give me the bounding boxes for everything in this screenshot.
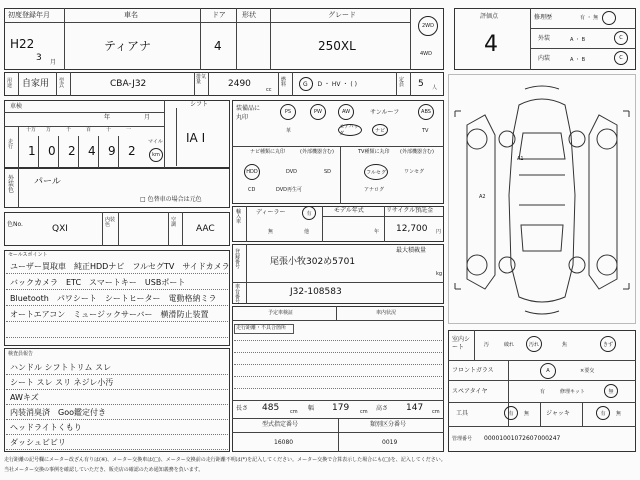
repair-no-circle bbox=[602, 11, 616, 25]
mileage-digit-label: 十 bbox=[106, 127, 112, 133]
fuel-label: 燃料 bbox=[281, 77, 287, 88]
model-year-value: 年 bbox=[374, 229, 380, 235]
note-line: AWキズ bbox=[10, 393, 39, 402]
pw-label: PW bbox=[314, 109, 322, 115]
tv-label: TV bbox=[422, 128, 429, 134]
mileage-cell-divider bbox=[78, 136, 79, 168]
seat-opt-4: 焦 bbox=[562, 342, 568, 348]
aircon-label: 空調 bbox=[171, 217, 177, 228]
type-no: 16080 bbox=[274, 439, 294, 446]
ruled-line bbox=[6, 404, 228, 405]
type-no-label: 型式指定番号 bbox=[262, 421, 299, 428]
ruled-line bbox=[6, 305, 228, 306]
note-line: シート スレ スリ ネジレ小汚 bbox=[10, 378, 114, 387]
spare-no-circle bbox=[604, 384, 618, 398]
diagram-mark-1: A1 bbox=[517, 156, 524, 162]
exterior-options: A ・ B bbox=[570, 37, 586, 43]
import-label: 輸入車 bbox=[236, 209, 242, 225]
sales-points-label: セールスポイント bbox=[8, 252, 48, 258]
fullseg-label: フルセグ bbox=[366, 169, 386, 176]
reg-year: H22 bbox=[10, 37, 35, 51]
note-line: 内装消臭済 Goo鑑定付き bbox=[10, 408, 106, 417]
inspector-notes-label: 検査員報告 bbox=[8, 351, 34, 357]
glass-a-circle bbox=[540, 363, 556, 379]
reserve-label: 予定車検証 bbox=[268, 310, 294, 316]
score-label: 評価点 bbox=[480, 13, 499, 20]
spare-yes: 有 bbox=[540, 389, 546, 395]
height-label: 高さ bbox=[376, 405, 389, 412]
tools-label: 工具 bbox=[456, 410, 469, 417]
mileage-digit: 9 bbox=[108, 144, 116, 158]
seat-opt-3: 汚れ bbox=[528, 341, 539, 348]
width-label: 幅 bbox=[308, 405, 315, 412]
mile-label: マイル bbox=[148, 139, 163, 145]
tools-yes-circle bbox=[504, 406, 518, 420]
ruled-line bbox=[6, 449, 228, 450]
tv-type-label: TV種類に丸印 bbox=[358, 149, 390, 155]
shift-value: IA I bbox=[186, 131, 206, 145]
mileage-cell-divider bbox=[38, 136, 39, 168]
dealer-yes-circle bbox=[302, 206, 316, 220]
abs-label: ABS bbox=[421, 109, 431, 115]
ruled-line bbox=[234, 340, 442, 341]
ruled-line bbox=[6, 419, 228, 420]
doors: 4 bbox=[214, 39, 222, 53]
jack-label: ジャッキ bbox=[546, 410, 570, 417]
interior-grade: C bbox=[619, 55, 623, 61]
ps-icon bbox=[280, 104, 296, 120]
car-name: ティアナ bbox=[104, 39, 152, 53]
navi-type-label: ナビ種類に丸印 bbox=[250, 149, 286, 155]
max-load-unit: kg bbox=[436, 271, 443, 277]
reg-month: 3 bbox=[36, 53, 42, 63]
width-unit: cm bbox=[360, 409, 368, 415]
capacity: 5 bbox=[418, 79, 424, 89]
inspection-year: 年 bbox=[104, 114, 111, 121]
seat-scratch-circle bbox=[600, 336, 616, 352]
note-line: ハンドル シフトトリム スレ bbox=[10, 363, 112, 372]
interior-options: A ・ B bbox=[570, 57, 586, 63]
displacement-label: 排気量 bbox=[196, 74, 207, 85]
oneseg-label: ワンセグ bbox=[404, 169, 425, 175]
mileage-digit: 1 bbox=[28, 144, 36, 158]
chassis-label: 車台番号 bbox=[235, 284, 241, 305]
recycle-unit: 円 bbox=[436, 229, 442, 235]
dvd-label: DVD bbox=[286, 169, 298, 175]
airbag-label: エアバッグ bbox=[339, 124, 359, 137]
mileage-cell-divider bbox=[58, 136, 59, 168]
ruled-line bbox=[6, 434, 228, 435]
pw-icon bbox=[310, 104, 326, 120]
cc-unit: cc bbox=[266, 87, 272, 93]
hdd-circle bbox=[244, 164, 260, 180]
seat-label: 室内シート bbox=[452, 336, 471, 351]
navi-type-sub: (外部機器含む) bbox=[300, 149, 334, 155]
recycle-label: リサイクル預託金 bbox=[386, 207, 434, 214]
colorno-label: 色No. bbox=[7, 221, 23, 228]
mileage-label: 走行 bbox=[8, 139, 14, 150]
mileage-digit-label: 一 bbox=[126, 127, 132, 133]
equipment-label-b: 丸印 bbox=[236, 114, 249, 121]
jack-yes: 有 bbox=[600, 410, 606, 417]
sunroof-label: サンルーフ bbox=[370, 109, 400, 116]
leather-label: 革 bbox=[286, 128, 292, 134]
abs-icon bbox=[418, 104, 434, 120]
2wd-circle bbox=[418, 16, 438, 36]
use-label: 用途 bbox=[7, 78, 13, 89]
spare-kit: 修理キット bbox=[560, 389, 585, 395]
model: CBA-J32 bbox=[110, 79, 147, 89]
mileage-digit: 2 bbox=[68, 144, 76, 158]
capacity-label: 定員 bbox=[399, 77, 405, 88]
interior-label: 内装 bbox=[538, 55, 551, 62]
dealer-label: ディーラー bbox=[256, 209, 286, 216]
model-year-label: モデル年式 bbox=[334, 207, 364, 214]
length-unit: cm bbox=[290, 409, 298, 415]
interior-color-label: 内装色 bbox=[105, 217, 116, 228]
footer-line-1: 走行距離の記号欄にメーター改ざん有りは(※)、メーター交換車は(□)、メーター交換前の走行距離不明は(*)を記入してください。メーター交換で合算表示した場合にも(□)を、記入してください。 bbox=[4, 457, 446, 463]
seat-dirt-circle bbox=[526, 336, 542, 352]
cd-label: CD bbox=[248, 187, 256, 193]
class-no-label: 類別区分番号 bbox=[370, 421, 407, 428]
doors-label: ドア bbox=[212, 11, 226, 19]
hdd-label: HDD bbox=[246, 169, 258, 175]
ruled-line bbox=[6, 389, 228, 390]
mileage-digit-label: 十万 bbox=[26, 127, 37, 133]
shift-label: シフト bbox=[190, 101, 209, 108]
meter-label: 走行距離・不具合箇所 bbox=[236, 325, 287, 331]
color-value: パール bbox=[34, 177, 61, 187]
max-load-label: 最大積載量 bbox=[396, 247, 427, 254]
ruled-line bbox=[6, 289, 228, 290]
reg-year-label: 初度登録年月 bbox=[8, 11, 50, 19]
ruled-line bbox=[6, 321, 228, 322]
ps-label: PS bbox=[284, 109, 292, 115]
use-value: 自家用 bbox=[22, 79, 50, 89]
seat-opt-2: 破れ bbox=[504, 342, 515, 348]
exterior-grade-circle bbox=[614, 31, 628, 45]
inspection-label: 車検 bbox=[10, 103, 23, 110]
exterior-grade: C bbox=[619, 35, 623, 41]
mileage-digit: 4 bbox=[88, 144, 96, 158]
note-line: Bluetooth パワシート シートヒーター 電動格納ミラ bbox=[10, 294, 217, 303]
2wd-label: 2WD bbox=[422, 23, 434, 29]
seat-opt-1: 汚 bbox=[484, 342, 490, 348]
equipment-label-a: 装備品に bbox=[236, 105, 261, 112]
ruled-line bbox=[6, 374, 228, 375]
recycle-value: 12,700 bbox=[396, 224, 428, 234]
colorno-value: QXI bbox=[52, 224, 68, 234]
reg-no: 尾張小牧302め5701 bbox=[270, 257, 356, 267]
exterior-label: 外装 bbox=[538, 35, 551, 42]
aw-label: AW bbox=[341, 109, 351, 115]
note-line: ダッシュビビリ bbox=[10, 438, 66, 447]
tools-no: 無 bbox=[524, 411, 530, 417]
glass-label: フロントガラス bbox=[452, 367, 494, 374]
grade: 250XL bbox=[318, 39, 356, 53]
seat-opt-5: きず bbox=[602, 341, 613, 348]
ruled-line bbox=[234, 364, 442, 365]
dvd-play-label: DVD再生可 bbox=[276, 187, 303, 193]
manage-label: 管理番号 bbox=[452, 436, 473, 442]
jack-yes-circle bbox=[596, 406, 610, 420]
km-label: km bbox=[152, 152, 160, 158]
color-note: □ 色替車の場合は元色 bbox=[140, 196, 202, 203]
mileage-cell-divider bbox=[98, 136, 99, 168]
mileage-cell-divider bbox=[118, 136, 119, 168]
repair-options: 有 ・ 無 bbox=[580, 15, 599, 21]
ruled-line bbox=[234, 352, 442, 353]
km-circle bbox=[149, 148, 163, 162]
fullseg-circle bbox=[364, 164, 388, 180]
grade-label: グレード bbox=[328, 11, 356, 19]
tools-yes: 有 bbox=[508, 410, 514, 417]
height-unit: cm bbox=[432, 409, 440, 415]
class-no: 0019 bbox=[382, 439, 398, 446]
note-line: ヘッドライトくもり bbox=[10, 423, 82, 432]
displacement: 2490 bbox=[228, 79, 251, 89]
navi-circle bbox=[372, 124, 388, 136]
mileage-digit-label: 百 bbox=[86, 127, 92, 133]
navi-label: ナビ bbox=[374, 127, 385, 134]
ruled-line bbox=[234, 376, 442, 377]
footer-line-2: 当社メーター交換の事例を確認していただき、販売店の確認のため通知義務を負います。 bbox=[4, 467, 204, 473]
capacity-unit: 人 bbox=[432, 85, 438, 91]
car-diagram-box bbox=[448, 74, 636, 324]
glass-a: A bbox=[546, 368, 550, 374]
length-label: 長さ bbox=[236, 405, 249, 412]
dealer-yes: 有 bbox=[306, 210, 312, 217]
note-line: オートエアコン ミュージックサーバー 横滑防止装置 bbox=[10, 310, 209, 319]
chassis: J32-108583 bbox=[290, 287, 342, 297]
sd-label: SD bbox=[324, 169, 332, 175]
fuel-options: G ・ D ・ HV ・ ( ) bbox=[303, 81, 357, 88]
shape-label: 形状 bbox=[242, 11, 256, 19]
ruled-line bbox=[6, 337, 228, 338]
ruled-line bbox=[234, 388, 442, 389]
glass-replace: ×要交 bbox=[580, 368, 595, 374]
mileage-digit-label: 千 bbox=[66, 127, 72, 133]
mileage-digit: 2 bbox=[128, 144, 136, 158]
aw-icon bbox=[338, 104, 354, 120]
spare-label: スペアタイヤ bbox=[452, 388, 488, 395]
dealer-other: 他 bbox=[304, 229, 310, 235]
car-name-label: 車名 bbox=[124, 11, 138, 19]
spare-no: 無 bbox=[608, 388, 614, 395]
airbag-circle bbox=[338, 124, 362, 136]
color-label: 外装色 bbox=[8, 175, 15, 194]
reg-month-unit: 月 bbox=[50, 59, 57, 66]
mileage-digit: 0 bbox=[48, 144, 56, 158]
car-diagram-icon bbox=[449, 75, 635, 323]
mileage-digit-label: 万 bbox=[46, 127, 52, 133]
interior-grade-circle bbox=[614, 51, 628, 65]
4wd-label: 4WD bbox=[420, 51, 432, 57]
note-line: ユーザー買取車 純正HDDナビ フルセグTV サイドカメラ bbox=[10, 262, 230, 271]
manage-no: 00001001072607000247 bbox=[484, 435, 561, 442]
model-label: 型式 bbox=[59, 78, 65, 89]
dealer-no: 無 bbox=[268, 229, 274, 235]
tv-type-sub: (外部機器含む) bbox=[400, 149, 434, 155]
repair-label: 修理歴 bbox=[534, 14, 553, 21]
analog-label: アナログ bbox=[364, 187, 385, 193]
inspection-month: 月 bbox=[144, 114, 151, 121]
diagram-mark-2: A2 bbox=[479, 194, 486, 200]
height: 147 bbox=[406, 403, 424, 413]
score-value: 4 bbox=[484, 32, 498, 57]
parts-label: 車内状況 bbox=[376, 310, 397, 316]
mileage-grid bbox=[18, 126, 146, 168]
width: 179 bbox=[332, 403, 350, 413]
note-line: バックカメラ ETC スマートキー USBポート bbox=[10, 278, 186, 287]
aircon-value: AAC bbox=[196, 224, 215, 234]
reg-no-label: 登録番号 bbox=[235, 249, 241, 270]
jack-no: 無 bbox=[616, 411, 622, 417]
length: 485 bbox=[262, 403, 280, 413]
ruled-line bbox=[6, 273, 228, 274]
